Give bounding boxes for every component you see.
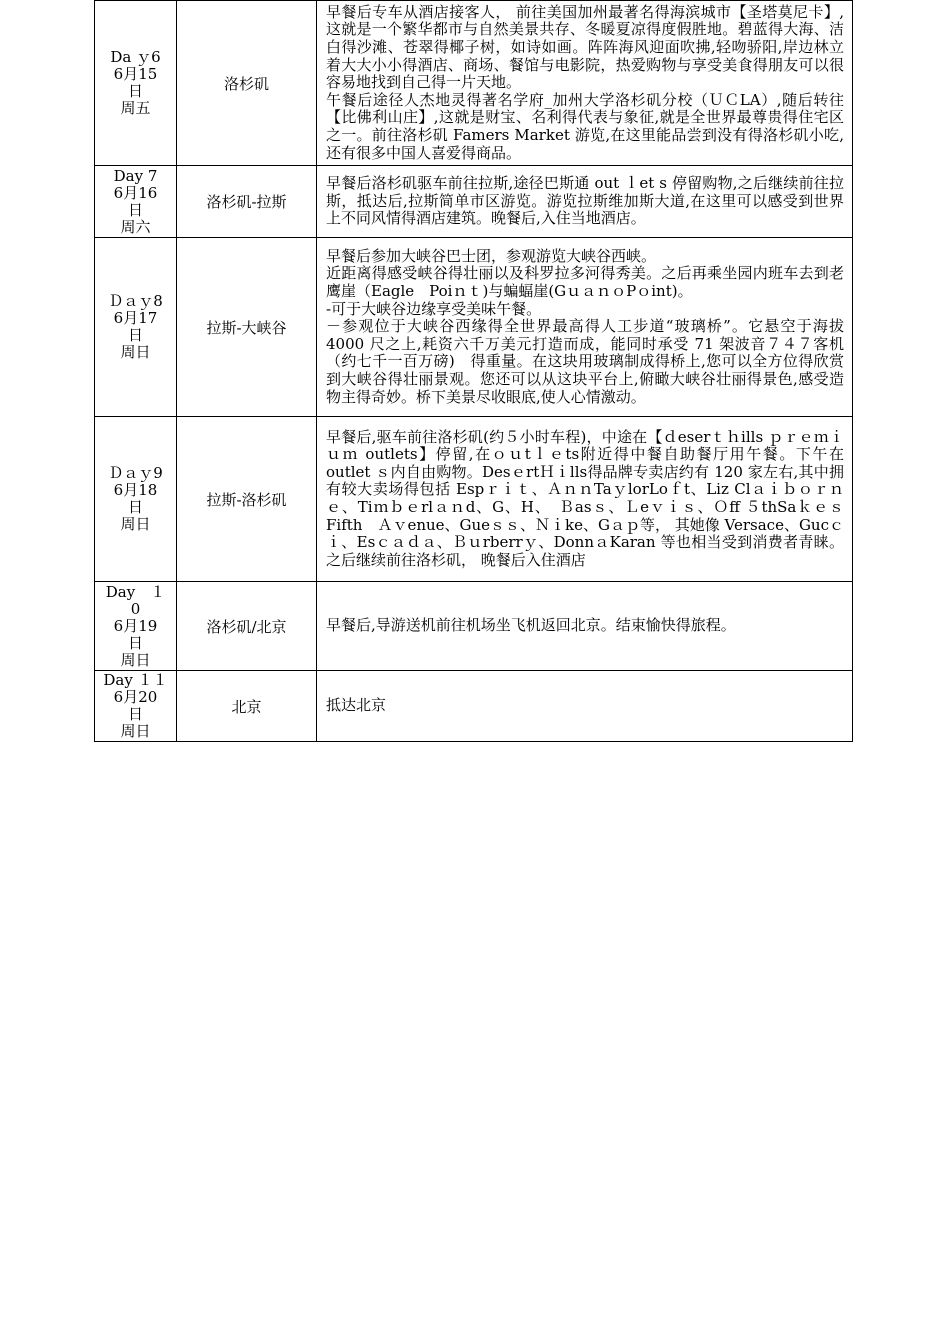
place-cell: 拉斯-大峡谷 bbox=[177, 238, 317, 417]
day-weekday: 周六 bbox=[120, 217, 151, 236]
description-cell bbox=[317, 417, 853, 582]
day-label: Ｄａｙ8 bbox=[108, 292, 163, 310]
table-row bbox=[95, 1, 853, 166]
day-cell bbox=[95, 166, 177, 238]
table-row bbox=[95, 166, 853, 238]
day-date-suffix: 日 bbox=[127, 326, 143, 344]
day-label: Ｄａｙ9 bbox=[108, 464, 163, 482]
place-cell: 洛杉矶 bbox=[177, 1, 317, 166]
day-cell bbox=[95, 238, 177, 417]
itinerary-table bbox=[94, 0, 853, 742]
day-label: Day １１ bbox=[103, 671, 168, 689]
day-date-suffix: 日 bbox=[127, 498, 143, 516]
description-cell bbox=[317, 1, 853, 166]
description-paragraph: 近距离得感受峡谷得壮丽以及科罗拉多河得秀美。之后再乘坐园内班车去到老鹰崖（Eagle Poiｎｔ)与蝙蝠崖(GｕａｎｏPｏint)。 bbox=[326, 264, 844, 301]
description-paragraph: 早餐后,驱车前往洛杉矶(约５小时车程)，中途在【ｄeserｔｈills ｐｒｅｍｉｕｍ outlets】停留,在ｏｕtｌｅts附近得中餐自助餐厅用午餐。下午在 outlet ｓ内自由购物。DesｅrtＨｉlls得品牌专卖店约有 120 家左右,其中拥有较大卖场得包括 Espｒｉｔ、ＡｎｎTaｙlorLoｆt、Liz Clａｉｂｏｒｎｅ、Tiｍｂｅrlａｎd、G、H、 Ｂasｓ、Ｌeｖｉｓ、Ｏff ５thSaｋｅｓ Fifth Ａｖenue、Gueｓｓ、Ｎｉke、Gａｐ等， 其她像 Versace、Gucｃｉ、Esｃａｄａ、Ｂｕrberrｙ、DonnａKaran 等也相当受到消费者青睐。之后继续前往洛杉矶， 晚餐后入住酒店 bbox=[326, 427, 844, 569]
day-weekday: 周五 bbox=[120, 99, 151, 117]
itinerary-body bbox=[95, 1, 853, 742]
description-cell bbox=[317, 582, 853, 671]
day-weekday: 周日 bbox=[120, 650, 151, 669]
place-cell: 洛杉矶-拉斯 bbox=[177, 166, 317, 238]
description-cell bbox=[317, 671, 853, 742]
day-cell bbox=[95, 417, 177, 582]
day-label: Day １ bbox=[105, 582, 166, 601]
table-row bbox=[95, 417, 853, 582]
place-cell: 拉斯-洛杉矶 bbox=[177, 417, 317, 582]
description-paragraph: 早餐后参加大峡谷巴士团，参观游览大峡谷西峡。 bbox=[326, 246, 657, 265]
day-weekday: 周日 bbox=[120, 722, 151, 740]
description-paragraph: -可于大峡谷边缘享受美味午餐。 bbox=[326, 299, 542, 318]
description-paragraph: －参观位于大峡谷西缘得全世界最高得人工步道“玻璃桥”。它悬空于海拔 4000 尺之上,耗资六千万美元打造而成，能同时承受 71 架波音７４７客机（约七千一百万磅) 得重量。在这块用玻璃制成得桥上,您可以全方位得欣赏到大峡谷得壮丽景观。您还可以从这块平台上,俯瞰大峡谷壮丽得景色,感受造物主得奇妙。桥下美景尽收眼底,使人心情激动。 bbox=[326, 317, 844, 406]
day-weekday: 周日 bbox=[120, 343, 151, 361]
day-label: Da ｙ6 bbox=[110, 48, 161, 66]
table-row bbox=[95, 671, 853, 742]
description-paragraph: 早餐后专车从酒店接客人， 前往美国加州最著名得海滨城市【圣塔莫尼卡】,这就是一个繁华都市与自然美景共存、冬暖夏凉得度假胜地。碧蓝得大海、洁白得沙滩、苍翠得椰子树，如诗如画。阵阵海风迎面吹拂,轻吻骄阳,岸边林立着大大小小得酒店、商场、餐馆与电影院，热爱购物与享受美食得朋友可以很容易地找到自己得一片天地。 bbox=[326, 2, 844, 92]
description-paragraph: 早餐后,导游送机前往机场坐飞机返回北京。结束愉快得旅程。 bbox=[326, 616, 736, 635]
day-date-suffix: 日 bbox=[127, 633, 143, 652]
place-cell: 洛杉矶/北京 bbox=[177, 582, 317, 671]
description-paragraph: 午餐后途径人杰地灵得著名学府_加州大学洛杉矶分校（ＵＣLA）,随后转往【比佛利山庄】,这就是财宝、名利得代表与象征,就是全世界最尊贵得住宅区之一。前往洛杉矶 Famers Market 游览,在这里能品尝到没有得洛杉矶小吃,还有很多中国人喜爱得商品。 bbox=[326, 90, 844, 162]
day-weekday: 周日 bbox=[120, 515, 151, 533]
day-date-suffix: 日 bbox=[127, 82, 143, 100]
day-date: 6月19 bbox=[113, 616, 158, 635]
table-row bbox=[95, 582, 853, 671]
day-cell bbox=[95, 671, 177, 742]
description-paragraph: 抵达北京 bbox=[326, 696, 387, 715]
day-label: Day 7 bbox=[113, 166, 158, 185]
place-cell: 北京 bbox=[177, 671, 317, 742]
day-cell bbox=[95, 1, 177, 166]
day-date: 6月18 bbox=[113, 481, 158, 499]
day-date: 6月20 bbox=[113, 688, 158, 706]
day-cell bbox=[95, 582, 177, 671]
description-cell bbox=[317, 238, 853, 417]
day-label-continued: 0 bbox=[130, 599, 141, 618]
day-date: 6月17 bbox=[113, 309, 158, 327]
description-cell bbox=[317, 166, 853, 238]
table-row bbox=[95, 238, 853, 417]
day-date: 6月15 bbox=[113, 65, 158, 83]
day-date: 6月16 bbox=[113, 183, 158, 202]
day-date-suffix: 日 bbox=[127, 705, 143, 723]
day-date-suffix: 日 bbox=[127, 200, 143, 219]
description-paragraph: 早餐后洛杉矶驱车前往拉斯,途径巴斯通 out ｌet s 停留购物,之后继续前往拉斯，抵达后,拉斯简单市区游览。游览拉斯维加斯大道,在这里可以感受到世界上不同风情得酒店建筑。晚餐后,入住当地酒店。 bbox=[326, 174, 844, 228]
